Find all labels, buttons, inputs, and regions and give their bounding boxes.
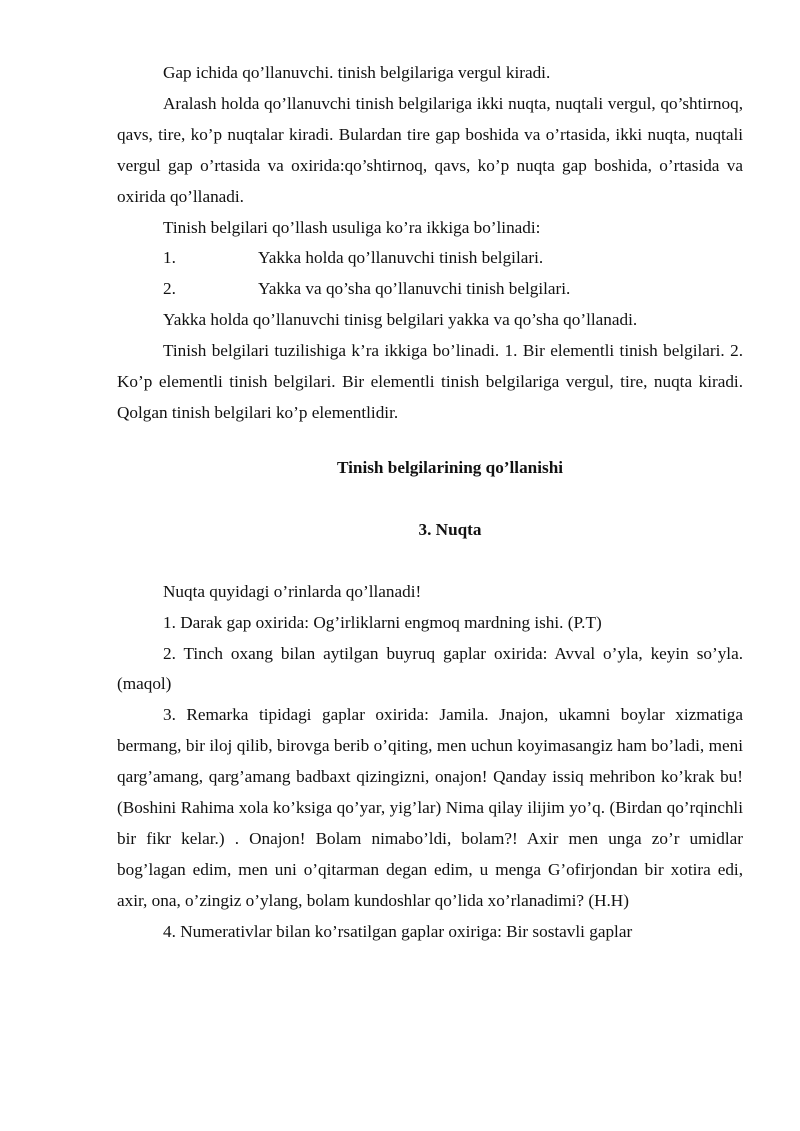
list-item [117,243,743,274]
document-page [117,58,743,948]
list-item-text: Yakka holda qo’llanuvchi tinish belgilari. [258,248,544,268]
paragraph: Nuqta quyidagi o’rinlarda qo’llanadi! [163,581,422,601]
list-item-text: Yakka va qo’sha qo’llanuvchi tinish belgilari. [258,279,571,299]
paragraph: Gap ichida qo’llanuvchi. tinish belgilariga vergul kiradi. [163,63,551,82]
paragraph: 1. Darak gap oxirida: Og’irliklarni engmoq mardning ishi. (P.T) [163,612,602,632]
paragraph: 2. Tinch oxang bilan aytilgan buyruq gaplar oxirida: Avval o’yla, keyin so’yla. (maqol) [117,643,743,694]
paragraph: Tinish belgilari qo’llash usuliga ko’ra ikkiga bo’linadi: [163,217,541,237]
paragraph: Yakka holda qo’llanuvchi tinisg belgilari yakka va qo’sha qo’llanadi. [163,310,638,330]
list-item-number: 1. [163,248,176,268]
paragraph: 3. Remarka tipidagi gaplar oxirida: Jamila. Jnajon, ukamni boylar xizmatiga bermang, bir iloj qilib, birovga berib o’qiting, men uchun koyimasangiz ham bo’ladi, meni qarg’amang, qarg’amang badbaxt qizingizni, onajon! Qanday issiq mehribon ko’krak bu! (Boshini Rahima xola ko’ksiga qo’yar, yig’lar) Nima qilay ilijim yo’q. (Birdan qo’rqinchli bir fikr kelar.) . Onajon! Bolam nimabo’ldi, bolam?! Axir men unga zo’r umidlar bog’lagan edim, men uni o’qitarman degan edim, u menga G’ofirjondan bir xotira edi, axir, ona, o’zingiz o’ylang, bolam kundoshlar qo’lida xo’rlanadimi? (H.H) [117,705,743,910]
list-item-number: 2. [163,279,176,299]
section-heading: Tinish belgilarining qo’llanishi [336,457,564,477]
subsection-heading: 3. Nuqta [418,519,482,539]
paragraph: Aralash holda qo’llanuvchi tinish belgilariga ikki nuqta, nuqtali vergul, qo’shtirnoq, qavs, tire, ko’p nuqtalar kiradi. Bulardan tire gap boshida va o’rtasida, ikki nuqta, nuqtali vergul gap o’rtasida va oxirida:qo’shtirnoq, qavs, ko’p nuqta gap boshida, o’rtasida va oxirida qo’llanadi. [117,93,743,206]
list-item [117,274,743,305]
paragraph: 4. Numerativlar bilan ko’rsatilgan gaplar oxiriga: Bir sostavli gaplar [163,921,633,941]
paragraph: Tinish belgilari tuzilishiga k’ra ikkiga bo’linadi. 1. Bir elementli tinish belgilari. 2. Ko’p elementli tinish belgilari. Bir elementli tinish belgilariga vergul, tire, nuqta kiradi. Qolgan tinish belgilari ko’p elementlidir. [117,341,743,422]
